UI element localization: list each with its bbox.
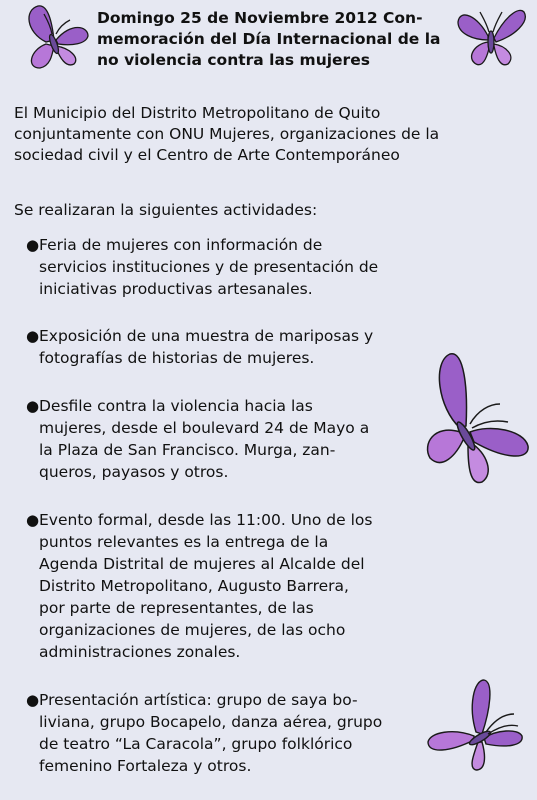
- title-line: Domingo 25 de Noviembre 2012 Con-: [97, 9, 423, 27]
- activity-line: femenino Fortaleza y otros.: [39, 757, 252, 775]
- activity-line: de teatro “La Caracola”, grupo folklórico: [39, 735, 353, 753]
- activity-line: organizaciones de mujeres, de las ocho: [39, 621, 346, 639]
- activity-line: fotografías de historias de mujeres.: [39, 349, 315, 367]
- activity-line: Agenda Distrital de mujeres al Alcalde del: [39, 555, 365, 573]
- activity-text: [39, 509, 496, 663]
- activity-line: la Plaza de San Francisco. Murga, zan-: [39, 441, 336, 459]
- activity-text: [39, 395, 496, 483]
- activity-line: Desfile contra la violencia hacia las: [39, 397, 313, 415]
- intro-paragraph: [14, 103, 529, 166]
- activity-line: por parte de representantes, de las: [39, 599, 314, 617]
- butterfly-icon: [16, 2, 96, 72]
- activity-line: iniciativas productivas artesanales.: [39, 280, 313, 298]
- activity-line: mujeres, desde el boulevard 24 de Mayo a: [39, 419, 370, 437]
- activity-item: [26, 509, 496, 663]
- activity-line: servicios instituciones y de presentación de: [39, 258, 379, 276]
- bullet-icon: ●: [26, 236, 40, 254]
- bullet-icon: ●: [26, 691, 40, 709]
- intro-line: conjuntamente con ONU Mujeres, organizaciones de la: [14, 125, 440, 143]
- butterfly-icon: [452, 2, 532, 72]
- activity-item: [26, 395, 496, 483]
- title-line: memoración del Día Internacional de la: [97, 30, 441, 48]
- intro-line: sociedad civil y el Centro de Arte Contemporáneo: [14, 146, 400, 164]
- activity-line: administraciones zonales.: [39, 643, 241, 661]
- bullet-icon: ●: [26, 511, 40, 529]
- intro-line: El Municipio del Distrito Metropolitano de Quito: [14, 104, 381, 122]
- activity-item: [26, 325, 496, 369]
- activity-line: Distrito Metropolitano, Augusto Barrera,: [39, 577, 349, 595]
- activities-heading: Se realizaran la siguientes actividades:: [14, 201, 318, 219]
- activity-line: Exposición de una muestra de mariposas y: [39, 327, 374, 345]
- activity-line: Evento formal, desde las 11:00. Uno de los: [39, 511, 373, 529]
- activity-line: liviana, grupo Bocapelo, danza aérea, grupo: [39, 713, 383, 731]
- activity-line: Presentación artística: grupo de saya bo-: [39, 691, 358, 709]
- activity-item: [26, 689, 496, 777]
- bullet-icon: ●: [26, 397, 40, 415]
- activity-text: [39, 234, 496, 300]
- activity-text: [39, 325, 496, 369]
- title-line: no violencia contra las mujeres: [97, 51, 370, 69]
- bullet-icon: ●: [26, 327, 40, 345]
- page-title: [97, 8, 441, 71]
- activity-text: [39, 689, 496, 777]
- activity-line: Feria de mujeres con información de: [39, 236, 323, 254]
- activity-line: queros, payasos y otros.: [39, 463, 229, 481]
- activity-line: puntos relevantes es la entrega de la: [39, 533, 329, 551]
- activity-item: [26, 234, 496, 300]
